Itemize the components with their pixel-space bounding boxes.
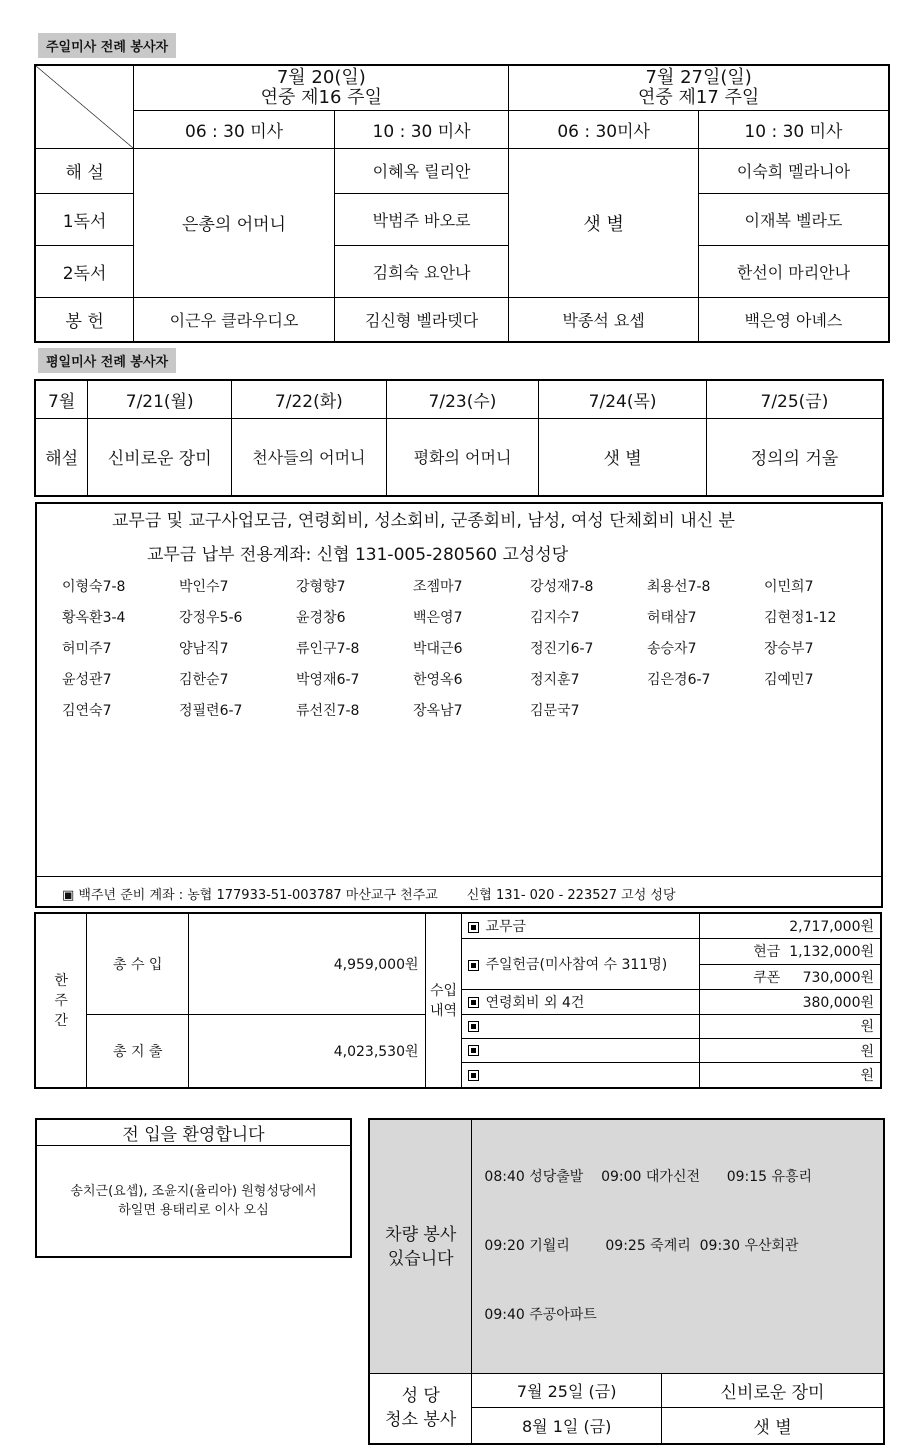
role-commentary: 해 설 <box>35 148 134 193</box>
donor-name: 김은경6-7 <box>647 672 711 688</box>
donor-name: 장승부7 <box>764 641 814 657</box>
sunday-group-a: 은총의 어머니 <box>134 148 335 297</box>
vehicle-line-3: 09:40 주공아파트 <box>484 1307 597 1323</box>
donor-name: 강형향7 <box>296 579 346 595</box>
welcome-line-2: 하일면 용태리로 이사 오심 <box>118 1203 269 1218</box>
time-1030-b: 10 : 30 미사 <box>698 110 889 148</box>
donor-name: 김한순7 <box>179 672 229 688</box>
weekday-day-2: 7/22(화) <box>232 380 387 418</box>
role-offering: 봉 헌 <box>35 297 134 342</box>
item-empty-3 <box>462 1063 699 1088</box>
weekday-group-5: 정의의 거울 <box>706 418 883 496</box>
cleaning-date-2: 8월 1일 (금) <box>472 1408 662 1444</box>
weekday-month: 7월 <box>35 380 88 418</box>
donations-divider <box>37 876 881 877</box>
donor-name: 허태삼7 <box>647 610 697 626</box>
sunday-schedule-table <box>34 64 890 343</box>
checkbox-icon <box>468 1021 479 1032</box>
donor-name: 강성재7-8 <box>530 579 594 595</box>
weekday-day-4: 7/24(목) <box>539 380 707 418</box>
cleaning-date-1: 7월 25일 (금) <box>472 1374 662 1408</box>
corner-diagonal <box>35 65 134 148</box>
income-detail-label: 수입 내역 <box>425 913 462 1088</box>
vehicle-line-2: 09:20 기월리 09:25 죽계리 09:30 우산회관 <box>484 1238 799 1254</box>
offering-b1: 박종석 요셉 <box>509 297 699 342</box>
donor-name: 김현정1-12 <box>764 610 837 626</box>
weekday-day-3: 7/23(수) <box>386 380 539 418</box>
weekday-group-3: 평화의 어머니 <box>386 418 539 496</box>
donor-name: 정지훈7 <box>530 672 580 688</box>
donor-name: 정필련6-7 <box>179 703 243 719</box>
cleaning-label: 성 당 청소 봉사 <box>369 1374 472 1444</box>
cell-r2-c4: 이재복 벨라도 <box>698 193 889 245</box>
item-offering: 주일헌금(미사참여 수 311명) <box>462 939 699 990</box>
service-box <box>368 1118 885 1445</box>
donor-name: 박인수7 <box>179 579 229 595</box>
donor-name: 김연숙7 <box>62 703 112 719</box>
income-total: 4,959,000원 <box>189 913 425 1014</box>
vehicle-label: 차량 봉사 있습니다 <box>369 1119 472 1374</box>
item-offering-coupon: 쿠폰 730,000원 <box>699 964 881 990</box>
sunday-group-b: 샛 별 <box>509 148 699 297</box>
item-empty-2 <box>462 1039 699 1063</box>
offering-a2: 김신형 벨라뎃다 <box>334 297 509 342</box>
item-offering-cash: 현금 1,132,000원 <box>699 939 881 965</box>
sunday-section-title: 주일미사 전례 봉사자 <box>38 33 176 58</box>
donor-list <box>62 576 882 720</box>
weekday-role: 해설 <box>35 418 88 496</box>
weekday-group-2: 천사들의 어머니 <box>232 418 387 496</box>
donor-name: 강정우5-6 <box>179 610 243 626</box>
donor-name: 김예민7 <box>764 672 814 688</box>
donor-name: 최용선7-8 <box>647 579 711 595</box>
sunday-date-2: 7월 27일(일) <box>645 66 752 88</box>
donor-name: 양남직7 <box>179 641 229 657</box>
weekday-day-5: 7/25(금) <box>706 380 883 418</box>
income-label: 총 수 입 <box>87 913 189 1014</box>
donor-name: 이민희7 <box>764 579 814 595</box>
finance-period: 한 주 간 <box>35 913 87 1088</box>
welcome-title: 전 입을 환영합니다 <box>36 1119 351 1146</box>
cell-r3-c2: 김희숙 요안나 <box>334 245 509 297</box>
donations-box <box>35 502 883 908</box>
donor-name: 이형숙7-8 <box>62 579 126 595</box>
donations-header: 교무금 및 교구사업모금, 연령회비, 성소회비, 군종회비, 남성, 여성 단체회비 내신 분 <box>112 511 735 531</box>
donor-name: 류인구7-8 <box>296 641 360 657</box>
cleaning-group-2: 샛 별 <box>662 1408 885 1444</box>
cell-r1-c2: 이혜옥 릴리안 <box>334 148 509 193</box>
checkbox-icon <box>468 922 479 933</box>
cell-r1-c4: 이숙희 멜라니아 <box>698 148 889 193</box>
weekday-section-title: 평일미사 전례 봉사자 <box>38 348 176 373</box>
expense-total: 4,023,530원 <box>189 1014 425 1088</box>
sunday-header-1 <box>134 65 509 110</box>
expense-label: 총 지 출 <box>87 1014 189 1088</box>
donations-account: 교무금 납부 전용계좌: 신협 131-005-280560 고성성당 <box>147 545 569 565</box>
cell-r2-c2: 박범주 바오로 <box>334 193 509 245</box>
checkbox-icon <box>468 1070 479 1081</box>
donor-name: 김지수7 <box>530 610 580 626</box>
donor-name: 김문국7 <box>530 703 580 719</box>
cell-r3-c4: 한선이 마리안나 <box>698 245 889 297</box>
time-0630-b: 06 : 30미사 <box>509 110 699 148</box>
weekday-group-1: 신비로운 장미 <box>88 418 232 496</box>
vehicle-line-1: 08:40 성당출발 09:00 대가신전 09:15 유흥리 <box>484 1169 813 1185</box>
sunday-header-2 <box>509 65 889 110</box>
vehicle-schedule <box>472 1119 884 1374</box>
item-empty-1 <box>462 1014 699 1038</box>
weekday-day-1: 7/21(월) <box>88 380 232 418</box>
item-empty-1-amount: 원 <box>699 1014 881 1038</box>
centennial-account: ▣ 백주년 준비 계좌 : 농협 177933-51-003787 마산교구 천주교 신협 131- 020 - 223527 고성 성당 <box>62 888 676 903</box>
item-funeral: 연령회비 외 4건 <box>462 990 699 1014</box>
item-tithe: 교무금 <box>462 913 699 939</box>
donor-name: 조젬마7 <box>413 579 463 595</box>
role-reading1: 1독서 <box>35 193 134 245</box>
time-1030-a: 10 : 30 미사 <box>334 110 509 148</box>
donor-name: 윤경창6 <box>296 610 346 626</box>
sunday-name-1: 연중 제16 주일 <box>260 86 382 108</box>
item-empty-3-amount: 원 <box>699 1063 881 1088</box>
checkbox-icon <box>468 960 479 971</box>
welcome-box <box>35 1118 352 1258</box>
cleaning-group-1: 신비로운 장미 <box>662 1374 885 1408</box>
finance-table <box>34 912 882 1089</box>
donor-name: 송승자7 <box>647 641 697 657</box>
donor-name: 허미주7 <box>62 641 112 657</box>
welcome-line-1: 송치근(요셉), 조윤지(율리아) 원형성당에서 <box>70 1184 317 1199</box>
item-tithe-amount: 2,717,000원 <box>699 913 881 939</box>
donor-name: 박대근6 <box>413 641 463 657</box>
time-0630-a: 06 : 30 미사 <box>134 110 335 148</box>
donor-name: 박영재6-7 <box>296 672 360 688</box>
sunday-date-1: 7월 20(일) <box>276 66 366 88</box>
checkbox-icon <box>468 1045 479 1056</box>
donor-name: 황옥환3-4 <box>62 610 126 626</box>
item-funeral-amount: 380,000원 <box>699 990 881 1014</box>
donor-name: 류선진7-8 <box>296 703 360 719</box>
welcome-text <box>36 1146 351 1258</box>
role-reading2: 2독서 <box>35 245 134 297</box>
donor-name: 장옥남7 <box>413 703 463 719</box>
donor-name: 한영옥6 <box>413 672 463 688</box>
offering-a1: 이근우 클라우디오 <box>134 297 335 342</box>
item-empty-2-amount: 원 <box>699 1039 881 1063</box>
sunday-name-2: 연중 제17 주일 <box>638 86 760 108</box>
offering-b2: 백은영 아녜스 <box>698 297 889 342</box>
weekday-group-4: 샛 별 <box>539 418 707 496</box>
donor-name: 정진기6-7 <box>530 641 594 657</box>
donor-name: 백은영7 <box>413 610 463 626</box>
checkbox-icon <box>468 997 479 1008</box>
weekday-schedule-table <box>34 379 884 497</box>
donor-name: 윤성관7 <box>62 672 112 688</box>
